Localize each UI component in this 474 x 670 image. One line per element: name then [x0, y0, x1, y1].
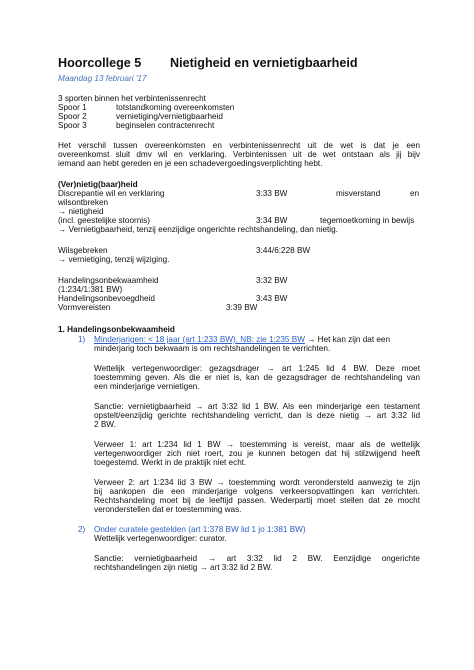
row-label: Handelingsonbekwaamheid [58, 276, 159, 285]
topic-title: Nietigheid en vernietigbaarheid [170, 56, 358, 70]
section1-heading: 1. Handelingsonbekwaamheid [58, 325, 175, 334]
spoor-text: beginselen contractenrecht [116, 121, 215, 130]
paragraph-line: Verweer 1: art 1:234 lid 1 BW → toestemming is vereist, maar als de wettelijk [94, 440, 420, 449]
row-article: 3:39 BW [226, 303, 258, 312]
row-label: Wilsgebreken [58, 246, 108, 255]
row-label: (1:234/1:381 BW) [58, 285, 123, 294]
item2-number: 2) [78, 525, 86, 534]
item1-number: 1) [78, 335, 86, 344]
paragraph-line: toegestemd. Werkt in de praktijk niet echt. [94, 458, 247, 467]
row-label: → vernietiging, tenzij wijziging. [58, 255, 170, 264]
row-article: 3:43 BW [256, 294, 288, 303]
paragraph-line: opstelt/eenzijdig gerichte rechtshandeling verricht, dan is deze nietig → art 3:32 lid [94, 411, 420, 420]
row-label: (incl. geestelijke stoornis) [58, 216, 150, 225]
row-label: → nietigheid [58, 207, 104, 216]
row-label: Handelingsonbevoegdheid [58, 294, 155, 303]
spoor-label: Spoor 1 [58, 103, 87, 112]
row-label: Discrepantie wil en verklaring [58, 189, 165, 198]
item1-tail: → Het kan zijn dat een [304, 335, 391, 344]
row-note: tegemoetkoming in bewijs [320, 216, 415, 225]
row-note-en: en [410, 189, 420, 198]
intro-lead: 3 sporten binnen het verbintenissenrecht [58, 94, 206, 103]
item1-heading: Minderjarigen: < 18 jaar (art 1:233 BW). NB: zie 1:235 BW [94, 335, 305, 344]
item1-line: minderjarig toch bekwaam is om rechtshandelingen te verrichten. [94, 344, 331, 353]
paragraph-line: een minderjarige vernietigen. [94, 382, 200, 391]
section-heading: (Ver)nietig(baar)heid [58, 180, 138, 189]
paragraph-line: toestemming geven. Als die er niet is, kan de gezagsdrager de rechtshandeling van [94, 373, 420, 382]
spoor-text: totstandkoming overeenkomsten [116, 103, 235, 112]
spoor-label: Spoor 2 [58, 112, 87, 121]
paragraph-line: vertegenwoordiger zich niet roert, zou je kunnen betogen dat hij stilzwijgend heeft [94, 449, 420, 458]
lecture-date: Maandag 13 februari '17 [58, 74, 147, 83]
row-article: 3:34 BW [256, 216, 288, 225]
row-article: 3:44/6:228 BW [256, 246, 311, 255]
row-label: Vormvereisten [58, 303, 111, 312]
row-label: → Vernietigbaarheid, tenzij eenzijdige ongerichte rechtshandeling, dan nietig. [58, 225, 338, 234]
paragraph-line: overeenkomst sluit dmv wil en verklaring. Verbintenissen uit de wet ontstaan als jij bijv [58, 150, 420, 159]
lecture-title: Hoorcollege 5 [58, 56, 142, 70]
paragraph-line: iemand aan hebt gereden en je een schadevergoedingsverplichting hebt. [58, 159, 323, 168]
row-article: 3:33 BW [256, 189, 288, 198]
paragraph-line: bij aankopen die een minderjarige volgens verkeersopvattingen kan verrichten. [94, 487, 420, 496]
spoor-label: Spoor 3 [58, 121, 87, 130]
paragraph-line: Rechtshandeling moet bij de leeftijd passen. Wederpartij moet stellen dat ze mocht [94, 496, 420, 505]
item2-subline: Wettelijk vertegenwoordiger: curator. [94, 534, 227, 543]
paragraph-line: Wettelijk vertegenwoordiger: gezagsdrager → art 1:245 lid 4 BW. Deze moet [94, 364, 420, 373]
paragraph-line: Het verschil tussen overeenkomsten en verbintenissenrecht uit de wet is dat je een [58, 141, 420, 150]
row-label: wilsontbreken [58, 198, 109, 207]
row-note: misverstand [336, 189, 381, 198]
paragraph-line: rechtshandelingen zijn nietig → art 3:32 lid 2 BW. [94, 563, 273, 572]
item2-heading: Onder curatele gestelden (art 1:378 BW lid 1 jo 1:381 BW) [94, 525, 306, 534]
paragraph-line: Sanctie: vernietigbaarheid → art 3:32 lid 2 BW. Eenzijdige ongerichte [94, 554, 420, 563]
paragraph-line: veronderstellen dat er toestemming was. [94, 505, 242, 514]
paragraph-line: Verweer 2: art 1:234 lid 3 BW → toestemming wordt verondersteld aanwezig te zijn [94, 478, 420, 487]
paragraph-line: Sanctie: vernietigbaarheid → art 3:32 lid 1 BW. Als een minderjarige een testament [94, 402, 420, 411]
row-article: 3:32 BW [256, 276, 288, 285]
spoor-text: vernietiging/vernietigbaarheid [116, 112, 223, 121]
paragraph-line: 2 BW. [94, 420, 116, 429]
